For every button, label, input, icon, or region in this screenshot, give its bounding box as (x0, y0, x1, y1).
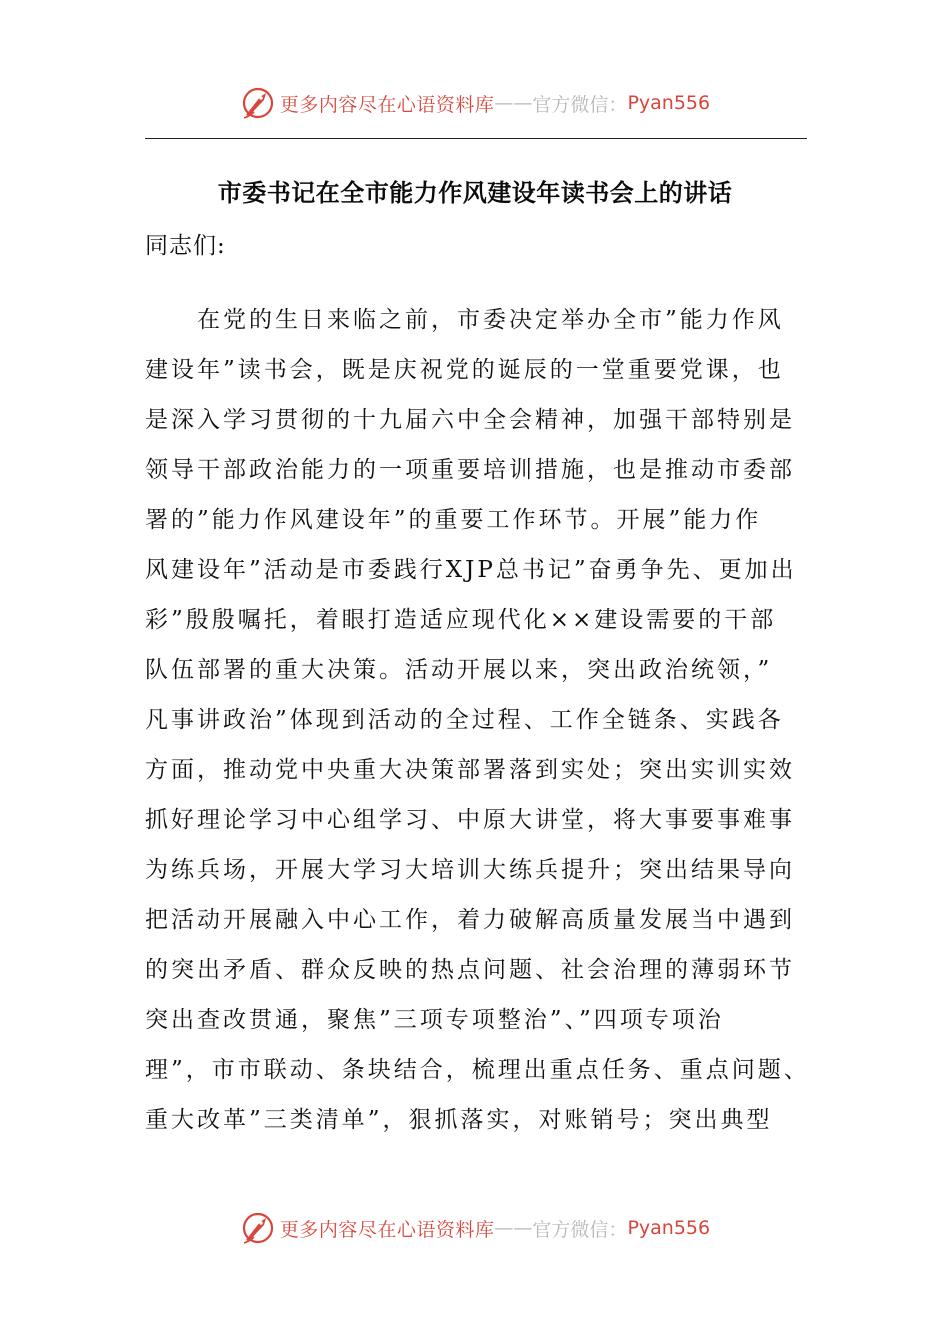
text-line: 的突出矛盾、群众反映的热点问题、社会治理的薄弱环节 (145, 957, 795, 983)
text-line: 把活动开展融入中心工作，着力破解高质量发展当中遇到 (145, 907, 795, 933)
brand-contact: 官方微信： (532, 1218, 628, 1241)
text-line: 署的”能力作风建设年”的重要工作环节。开展”能力作 (145, 507, 762, 533)
brand-contact: 官方微信： (532, 93, 628, 116)
footer-watermark (0, 1208, 950, 1248)
text-line: 建设年”读书会，既是庆祝党的诞辰的一堂重要党课，也 (145, 357, 784, 383)
text-line: 是深入学习贯彻的十九届六中全会精神，加强干部特别是 (145, 407, 795, 433)
brand-text: 更多内容尽在心语资料库 (279, 1218, 495, 1241)
brand-id: Pyan556 (627, 1217, 711, 1239)
brand-dash: —— (494, 1217, 533, 1239)
text-line: 方面，推动党中央重大决策部署落到实处；突出实训实效 (145, 757, 795, 783)
text-line: 风建设年”活动是市委践行XJP总书记”奋勇争先、更加出 (145, 557, 797, 583)
text-line: 队伍部署的重大决策。活动开展以来，突出政治统领，” (145, 657, 773, 683)
page-title: 市委书记在全市能力作风建设年读书会上的讲话 (217, 179, 733, 207)
text-line: 为练兵场，开展大学习大培训大练兵提升；突出结果导向 (145, 857, 795, 883)
greeting: 同志们: (145, 233, 226, 259)
brand-id: Pyan556 (627, 92, 711, 114)
brand-text: 更多内容尽在心语资料库 (279, 93, 495, 116)
text-line: 突出查改贯通，聚焦”三项专项整治”、”四项专项治 (145, 1007, 724, 1033)
brand-dash: —— (494, 92, 533, 114)
header-divider (145, 138, 807, 139)
text-line: 彩”殷殷嘱托，着眼打造适应现代化××建设需要的干部 (145, 607, 777, 633)
pen-nib-circle-icon (240, 85, 276, 121)
text-line: 抓好理论学习中心组学习、中原大讲堂，将大事要事难事 (145, 807, 795, 833)
text-line: 领导干部政治能力的一项重要培训措施，也是推动市委部 (145, 457, 795, 483)
text-line: 凡事讲政治”体现到活动的全过程、工作全链条、实践各 (145, 707, 784, 733)
pen-nib-circle-icon (240, 1210, 276, 1246)
body-text (145, 295, 825, 1145)
text-line: 重大改革”三类清单”，狠抓落实，对账销号；突出典型 (145, 1107, 773, 1133)
text-line: 在党的生日来临之前，市委决定举办全市”能力作风 (145, 307, 784, 333)
text-line: 理”，市市联动、条块结合，梳理出重点任务、重点问题、 (145, 1057, 810, 1083)
header-watermark (0, 83, 950, 123)
